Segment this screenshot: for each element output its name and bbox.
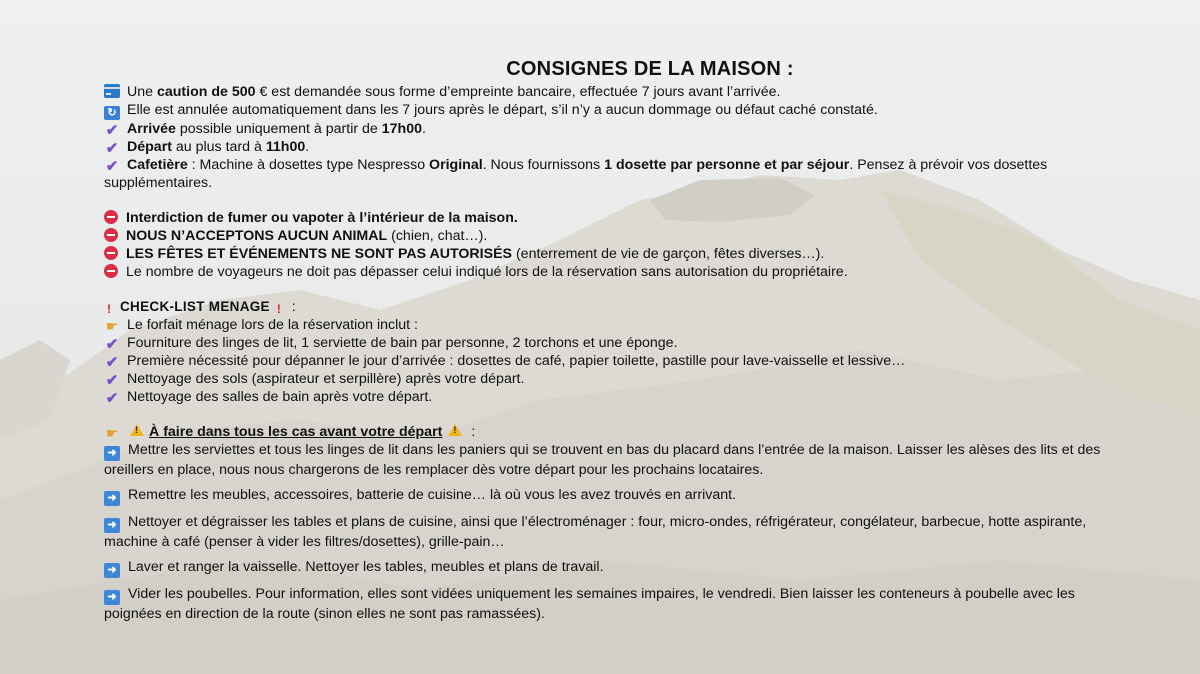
warning-icon — [448, 424, 462, 436]
check-mark-icon: ✔ — [105, 390, 119, 407]
list-item: ➜ Nettoyer et dégraisser les tables et plans de cuisine, ainsi que l’électroménager : four, micro-ondes, réfrigérateur, congélateur, barbecue, hotte aspirante, machine à café (penser à vider les filtres/dosettes), grille-pain… — [104, 514, 1087, 550]
list-item: ➜ Vider les poubelles. Pour information, elles sont vidées uniquement les semaines impaires, le vendredi. Bien laisser les conteneurs à poubelle avec les poignées en direction de la route (sinon elles ne sont pas ramassées). — [104, 586, 1075, 622]
repeat-icon: ↻ — [104, 106, 120, 120]
credit-card-icon — [104, 84, 120, 98]
pointing-hand-icon: ☛ — [105, 318, 119, 334]
rule-parties: LES FÊTES ET ÉVÉNEMENTS NE SONT PAS AUTORISÉS (enterrement de vie de garçon, fêtes diverses…). — [104, 245, 1104, 263]
check-mark-icon: ✔ — [105, 354, 119, 371]
check-mark-icon: ✔ — [105, 336, 119, 353]
list-item: ✔ Nettoyage des salles de bain après votre départ. — [105, 389, 433, 407]
check-mark-icon: ✔ — [105, 140, 119, 157]
right-arrow-icon: ➜ — [104, 590, 120, 605]
no-entry-icon — [104, 228, 118, 242]
right-arrow-icon: ➜ — [104, 491, 120, 506]
checklist-intro: ☛ Le forfait ménage lors de la réservation inclut : — [105, 317, 418, 334]
departure-line: ✔ Départ au plus tard à 11h00. — [105, 139, 310, 157]
rule-smoking: Interdiction de fumer ou vapoter à l’intérieur de la maison. — [104, 209, 1104, 227]
warning-icon — [130, 424, 144, 436]
page-title: CONSIGNES DE LA MAISON : — [506, 58, 794, 80]
exclamation-icon: ! — [276, 302, 281, 316]
list-item: ✔ Nettoyage des sols (aspirateur et serpillère) après votre départ. — [105, 371, 525, 389]
right-arrow-icon: ➜ — [104, 446, 120, 461]
check-mark-icon: ✔ — [105, 122, 119, 139]
list-item: ➜ Remettre les meubles, accessoires, batterie de cuisine… là où vous les avez trouvés en arrivant. — [104, 486, 1104, 506]
list-item: ✔ Première nécessité pour dépanner le jour d’arrivée : dosettes de café, papier toilette, pastille pour lave-vaisselle et lessive… — [105, 353, 906, 371]
list-item: ➜ Laver et ranger la vaisselle. Nettoyer les tables, meubles et plans de travail. — [104, 558, 1104, 578]
check-mark-icon: ✔ — [105, 158, 119, 175]
right-arrow-icon: ➜ — [104, 518, 120, 533]
checklist-heading: ! CHECK-LIST MENAGE ! : — [104, 298, 1104, 316]
check-mark-icon: ✔ — [105, 372, 119, 389]
coffee-line: ✔ Cafetière : Machine à dosettes type Nespresso Original. Nous fournissons 1 dosette par personne et par séjour. Pensez à prévoir vos dosettes supplémentaires. — [104, 157, 1048, 191]
no-entry-icon — [104, 264, 118, 278]
pointing-hand-icon: ☛ — [105, 425, 119, 441]
rule-guests: Le nombre de voyageurs ne doit pas dépasser celui indiqué lors de la réservation sans autorisation du propriétaire. — [104, 263, 1104, 281]
list-item: ✔ Fourniture des linges de lit, 1 serviette de bain par personne, 2 torchons et une éponge. — [105, 335, 678, 353]
arrival-line: ✔ Arrivée possible uniquement à partir de 17h00. — [105, 121, 426, 139]
list-item: ➜ Mettre les serviettes et tous les linges de lit dans les paniers qui se trouvent en bas du placard dans l’entrée de la maison. Laisser les alèses des lits et des oreillers en place, nous nous chargerons de les remplacer dès votre départ pour les prochains locataires. — [104, 442, 1101, 478]
no-entry-icon — [104, 210, 118, 224]
rule-animals: NOUS N’ACCEPTONS AUCUN ANIMAL (chien, chat…). — [104, 227, 1104, 245]
before-leaving-heading: ☛! À faire dans tous les cas avant votre départ! : — [104, 423, 1104, 441]
deposit-line-1: Une caution de 500 € est demandée sous forme d’empreinte bancaire, effectuée 7 jours avant l’arrivée. — [104, 83, 1104, 101]
house-rules-document — [104, 56, 1104, 623]
exclamation-icon: ! — [107, 302, 111, 316]
right-arrow-icon: ➜ — [104, 563, 120, 578]
no-entry-icon — [104, 246, 118, 260]
deposit-line-2: ↻ Elle est annulée automatiquement dans les 7 jours après le départ, s’il n’y a aucun dommage ou défaut caché constaté. — [104, 101, 1104, 120]
